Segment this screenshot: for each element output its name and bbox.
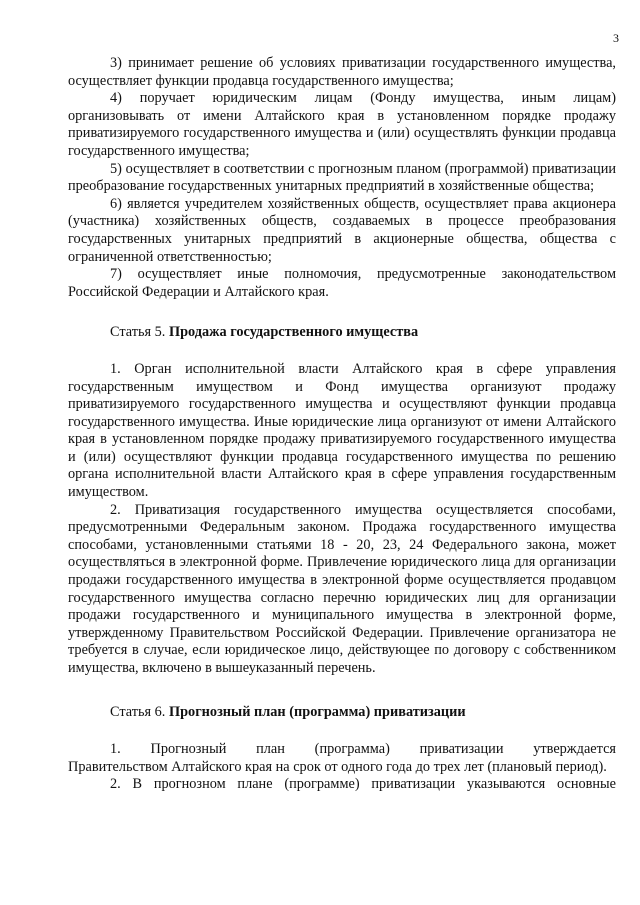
document-body	[68, 55, 616, 794]
article-6-paragraph-1-line-1: 1. Прогнозный план (программа) приватизации утверждается	[110, 741, 616, 758]
article-6-paragraph-1-rest: Правительством Алтайского края на срок от одного года до трех лет (плановый период).	[68, 758, 607, 775]
list-item: 5) осуществляет в соответствии с прогнозным планом (программой) приватизации преобразование государственных унитарных предприятий в хозяйственные общества;	[68, 160, 616, 195]
list-item: 7) осуществляет иные полномочия, предусмотренные законодательством Российской Федерации и Алтайского края.	[68, 266, 616, 300]
article-6-prefix: Статья 6.	[110, 703, 166, 720]
article-6-paragraph-2: 2. В прогнозном плане (программе) приватизации указываются основные	[110, 776, 616, 793]
article-6-title: Прогнозный план (программа) приватизации	[168, 703, 466, 720]
article-5-paragraph-1: 1. Орган исполнительной власти Алтайского края в сфере управления государственным имуществом и Фонд имущества организуют продажу приватизируемого государственного имущества и осуществляют функции продавца государственного имущества. Иные юридические лица организуют от имени Алтайского края в установленном порядке продажу приватизируемого государственного имущества и (или) осуществляют функции продавца государственного имущества по решению органа исполнительной власти Алтайского края в сфере управления государственным имуществом.	[68, 360, 616, 501]
list-item: 6) является учредителем хозяйственных обществ, осуществляет права акционера (участника) хозяйственных обществ, создаваемых в процессе преобразования государственных унитарных предприятий в акционерные общества, общества с ограниченной ответственностью;	[68, 195, 616, 265]
article-5-title: Продажа государственного имущества	[168, 324, 419, 341]
list-item: 4) поручает юридическим лицам (Фонду имущества, иным лицам) организовывать от имени Алтайского края в установленном порядке продажу приватизируемого государственного имущества и (или) осуществлять функции продавца государственного имущества;	[68, 90, 616, 159]
article-5-paragraph-2: 2. Приватизация государственного имущества осуществляется способами, предусмотренными Федеральным законом. Продажа государственного имущества способами, установленными статьями 18 - 20, 23, 24 Федерального закона, может осуществляться в электронной форме. Привлечение юридического лица для организации продажи государственного имущества в электронной форме осуществляется продавцом государственного имущества согласно перечню юридических лиц для организации продажи государственного и муниципального имущества в электронной форме, утвержденному Правительством Российской Федерации. Привлечение организатора не требуется в случае, если юридическое лицо, действующее по договору с собственником имущества, включено в вышеуказанный перечень.	[68, 501, 616, 676]
article-5-prefix: Статья 5.	[110, 324, 166, 341]
list-item: 3) принимает решение об условиях приватизации государственного имущества, осуществляет функции продавца государственного имущества;	[68, 55, 616, 89]
article-6-heading	[68, 704, 616, 722]
article-5-heading	[68, 324, 616, 342]
page-number: 3	[613, 31, 619, 45]
